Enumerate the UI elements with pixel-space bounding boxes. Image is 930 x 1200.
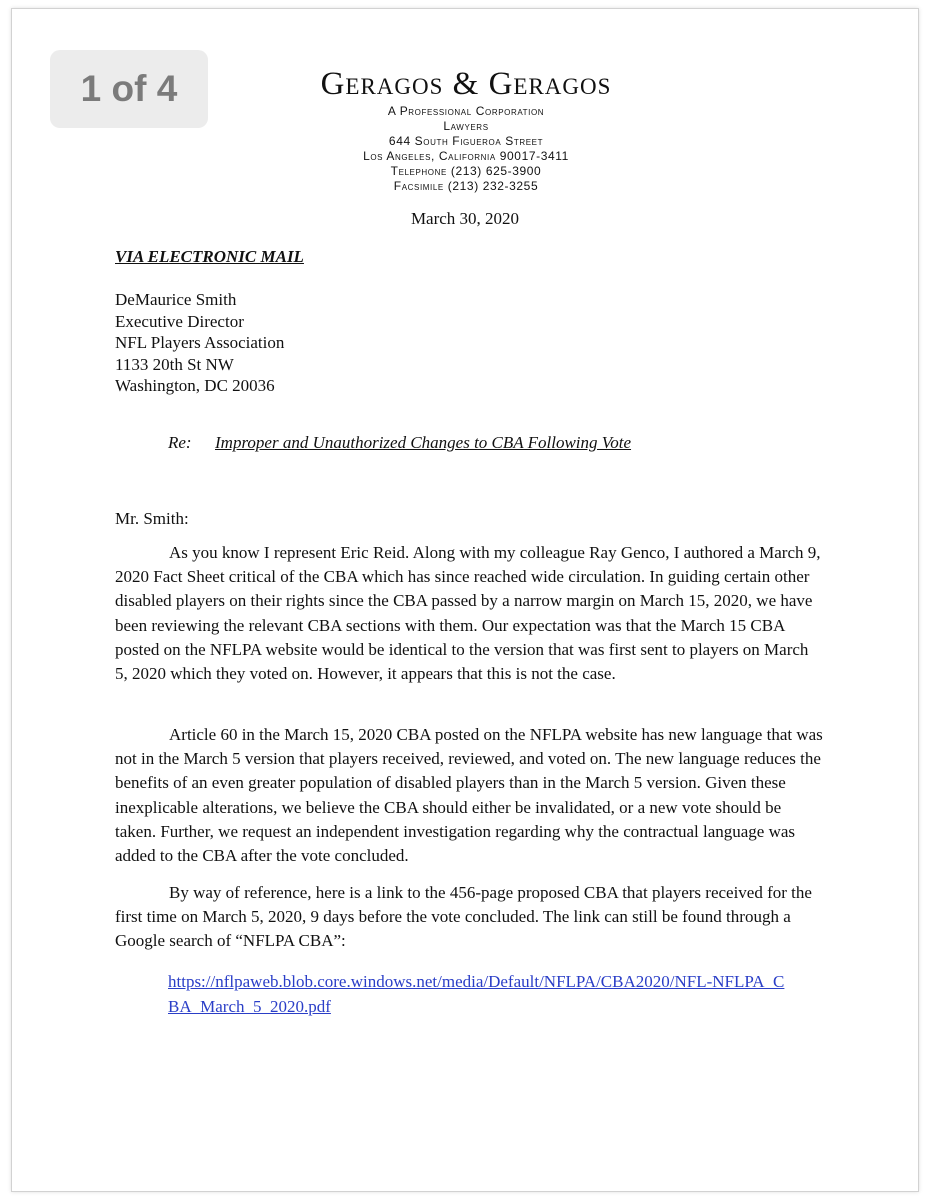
firm-city: Los Angeles, California 90017-3411	[363, 149, 569, 163]
recipient-address	[115, 289, 284, 397]
salutation: Mr. Smith:	[115, 509, 189, 528]
firm-subtitle: A Professional Corporation	[387, 104, 545, 118]
recipient-name: DeMaurice Smith	[115, 290, 237, 309]
re-subject: Improper and Unauthorized Changes to CBA Following Vote	[215, 433, 632, 452]
recipient-title: Executive Director	[115, 311, 244, 331]
firm-street: 644 South Figueroa Street	[388, 134, 544, 148]
body-paragraph: Article 60 in the March 15, 2020 CBA posted on the NFLPA website has new language that was not in the March 5 version that players received, reviewed, and voted on. The new language reduces the benefits of an even greater population of disabled players than in the March 5 version. Given these inexplicable alterations, we believe the CBA should either be invalidated, or a new vote should be taken. Further, we request an independent investigation regarding why the contractual language was added to the CBA after the vote concluded.	[115, 725, 823, 866]
re-label: Re:	[168, 433, 192, 452]
body-paragraph: As you know I represent Eric Reid. Along with my colleague Ray Genco, I authored a March 9, 2020 Fact Sheet critical of the CBA which has since reached wide circulation. In guiding certain other disabled players on their rights since the CBA passed by a narrow margin on March 15, 2020, we have been reviewing the relevant CBA sections with them. Our expectation was that the March 15 CBA posted on the NFLPA website would be identical to the version that was first sent to players on March 5, 2020 which they voted on. However, it appears that this is not the case.	[115, 543, 821, 684]
page-indicator-badge: 1 of 4	[50, 50, 208, 128]
firm-telephone: Telephone (213) 625-3900	[390, 164, 542, 178]
firm-name: Geragos & Geragos	[320, 66, 612, 102]
letter-date: March 30, 2020	[410, 209, 520, 228]
delivery-method: VIA ELECTRONIC MAIL	[115, 247, 304, 266]
body-paragraph: By way of reference, here is a link to the 456-page proposed CBA that players received for the first time on March 5, 2020, 9 days before the vote concluded. The link can still be found through a Google search of “NFLPA CBA”:	[115, 883, 812, 951]
firm-facsimile: Facsimile (213) 232-3255	[393, 179, 539, 193]
recipient-street: 1133 20th St NW	[115, 354, 234, 374]
recipient-organization: NFL Players Association	[115, 333, 285, 352]
cba-pdf-link[interactable]: https://nflpaweb.blob.core.windows.net/media/Default/NFLPA/CBA2020/NFL-NFLPA_CBA_March_5_2020.pdf	[168, 972, 785, 1016]
firm-lawyers: Lawyers	[443, 119, 489, 133]
recipient-city: Washington, DC 20036	[115, 376, 275, 395]
letterhead	[270, 64, 662, 194]
